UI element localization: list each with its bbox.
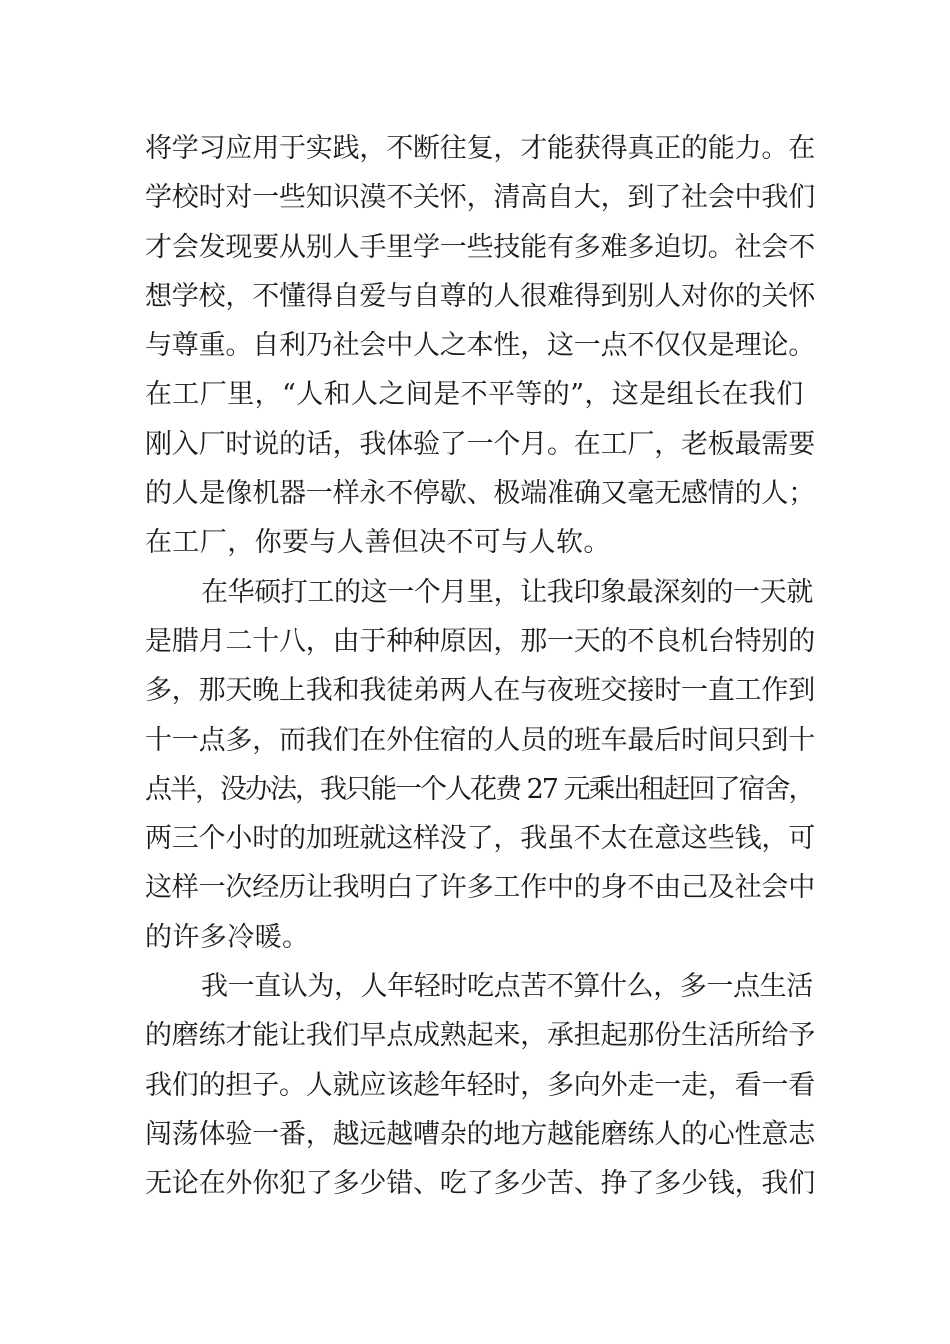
text-line: 无论在外你犯了多少错、吃了多少苦、挣了多少钱，我们 [145, 1168, 815, 1200]
text-line: 我一直认为，人年轻时吃点苦不算什么，多一点生活 [201, 971, 813, 1003]
text-line: 在工厂里，“人和人之间是不平等的”，这是组长在我们 [145, 379, 804, 411]
text-line: 想学校，不懂得自爱与自尊的人很难得到别人对你的关怀 [145, 280, 815, 312]
paragraph [145, 962, 815, 1208]
text-line: 在工厂，你要与人善但决不可与人软。 [145, 527, 611, 559]
text-line: 刚入厂时说的话，我体验了一个月。在工厂，老板最需要 [145, 428, 815, 460]
text-line: 我们的担子。人就应该趁年轻时，多向外走一走，看一看 [145, 1069, 815, 1101]
document-body [145, 124, 815, 1209]
text-line: 多，那天晚上我和我徒弟两人在与夜班交接时一直工作到 [145, 675, 815, 707]
paragraph [145, 568, 815, 962]
text-line: 将学习应用于实践，不断往复，才能获得真正的能力。在 [145, 133, 815, 164]
text-line: 学校时对一些知识漠不关怀，清高自大，到了社会中我们 [145, 182, 815, 214]
paragraph [145, 124, 815, 568]
text-line: 这样一次经历让我明白了许多工作中的身不由己及社会中 [145, 872, 815, 904]
text-line: 是腊月二十八，由于种种原因，那一天的不良机台特别的 [145, 625, 815, 657]
text-line: 十一点多，而我们在外住宿的人员的班车最后时间只到十 [145, 724, 815, 756]
text-line: 的许多冷暖。 [145, 921, 310, 953]
text-line: 两三个小时的加班就这样没了，我虽不太在意这些钱，可 [145, 823, 815, 855]
text-line: 的磨练才能让我们早点成熟起来，承担起那份生活所给予 [145, 1020, 815, 1052]
text-line: 点半，没办法，我只能一个人花费 27 元乘出租赶回了宿舍， [145, 773, 814, 805]
text-line: 与尊重。自利乃社会中人之本性，这一点不仅仅是理论。 [145, 330, 815, 362]
text-line: 闯荡体验一番，越远越嘈杂的地方越能磨练人的心性意志 [145, 1118, 815, 1150]
text-line: 在华硕打工的这一个月里，让我印象最深刻的一天就 [201, 576, 813, 608]
text-line: 的人是像机器一样永不停歇、极端准确又毫无感情的人； [145, 478, 815, 510]
text-line: 才会发现要从别人手里学一些技能有多难多迫切。社会不 [145, 231, 815, 263]
